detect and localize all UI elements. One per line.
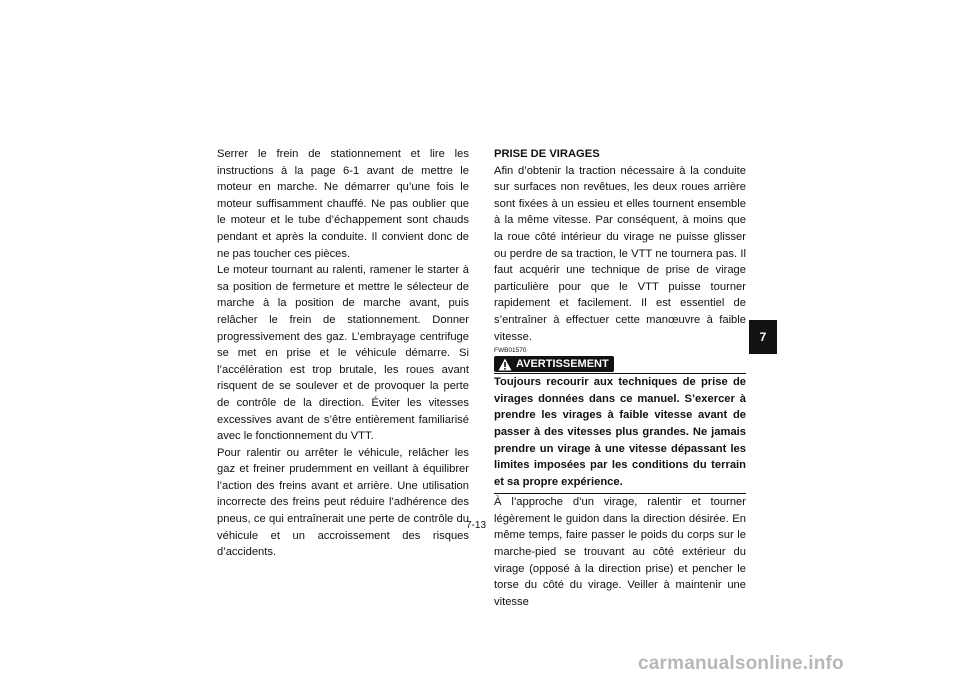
paragraph-cornering-technique: À l’approche d’un virage, ralentir et tourner légèrement le guidon dans la direction désirée. En même temps, faire passer le poids du corps sur le marche-pied se trouvant au côté extérieur du virage (opposé à la direction prise) et pencher le torse du côté du virage. Veiller à maintenir une vitesse <box>494 496 746 608</box>
chapter-tab <box>749 320 777 354</box>
warning-label: AVERTISSEMENT <box>516 358 609 371</box>
warning-triangle-icon <box>498 358 512 371</box>
chapter-tab-label: 7 <box>759 330 767 344</box>
warning-code: FWB01570 <box>494 347 527 355</box>
paragraph-starting-off: Le moteur tournant au ralenti, ramener le starter à sa position de fermeture et mettre le sélecteur de marche à la position de marche avant, puis relâcher le frein de stationnement. Donner progressivement des gaz. L’embrayage centrifuge se met en prise et le véhicule démarre. Si l’accélération est trop brutale, les roues avant risquent de se soulever et de provoquer la perte de contrôle de la direction. Éviter les vitesses excessives avant de s’être entièrement familiarisé avec le fonctionnement du VTT. <box>217 264 469 443</box>
right-column <box>494 146 746 610</box>
warning-header <box>494 356 746 374</box>
paragraph-braking: Pour ralentir ou arrêter le véhicule, relâcher les gaz et freiner prudemment en veillant à équilibrer l’action des freins avant et arrière. Une utilisation incorrecte des freins peut réduire l’adhérence des pneus, ce qui entraînerait une perte de contrôle du véhicule et un accroissement des risques d’accidents. <box>217 446 469 559</box>
section-heading: PRISE DE VIRAGES <box>494 148 600 160</box>
warning-text: Toujours recourir aux techniques de prise de virages données dans ce manuel. S’exercer à prendre les virages à faible vitesse avant de passer à des vitesses plus grandes. Ne jamais prendre un virage à une vitesse dépassant les limites imposées par les conditions du terrain et sa propre expérience. <box>494 374 746 494</box>
paragraph-parking-brake: Serrer le frein de stationnement et lire les instructions à la page 6-1 avant de mettre le moteur en marche. Ne démarrer qu’une fois le moteur suffisamment chauffé. Ne pas oublier que le moteur et le tube d’échappement sont chauds pendant et après la conduite. Il convient donc de ne pas toucher ces pièces. <box>217 148 469 260</box>
paragraph-cornering-intro: Afin d’obtenir la traction nécessaire à la conduite sur surfaces non revêtues, les deux roues arrière sont fixées à un essieu et elles tournent ensemble à la même vitesse. Par conséquent, à moins que la roue côté intérieur du virage ne puisse glisser ou perdre de sa traction, le VTT ne tournera pas. Il faut acquérir une technique de prise de virage particulière pour que le VTT puisse tourner rapidement et facilement. Il est essentiel de s’entraîner à effectuer cette manœuvre à faible vitesse. <box>494 164 746 343</box>
warning-badge <box>494 356 614 372</box>
page-number: 7-13 <box>466 520 487 531</box>
left-column <box>217 146 469 561</box>
watermark: carmanualsonline.info <box>638 653 844 674</box>
